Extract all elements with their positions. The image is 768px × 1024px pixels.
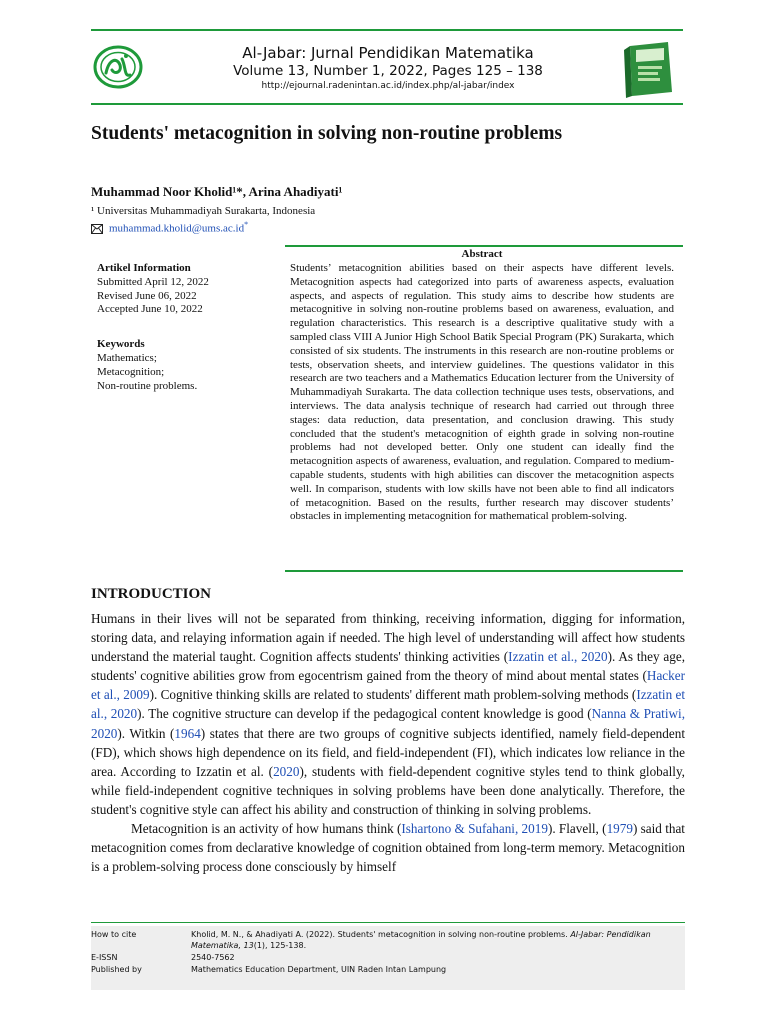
published-by-value: Mathematics Education Department, UIN Raden Intan Lampung <box>191 965 447 974</box>
footer-rule <box>91 922 685 923</box>
journal-cover-image <box>622 40 676 98</box>
text-run: ), students with field-dependent cognitive styles tend to think globally, while field-independent cognitive techniques in solving problems have been done analytically. Therefore, the student's cognitive style can affect his ability and construction of thinking in solving problems. <box>91 763 685 817</box>
article-info <box>97 262 277 393</box>
email-link[interactable]: muhammad.kholid@ums.ac.id <box>109 222 245 235</box>
author-affiliation: ¹ Universitas Muhammadiyah Surakarta, Indonesia <box>91 205 316 217</box>
citation-link[interactable]: Ishartono & Sufahani, 2019 <box>401 821 548 837</box>
keyword-item: Non-routine problems. <box>97 379 198 392</box>
citation-link[interactable]: 1964 <box>174 725 201 741</box>
citation-footer <box>91 926 685 990</box>
text-run: Kholid, M. N., & Ahadiyati A. (2022). Students' metacognition in solving non-routine problems. <box>191 930 571 939</box>
introduction-body <box>91 609 685 876</box>
keyword-item: Mathematics; <box>97 351 157 364</box>
citation-link[interactable]: Hacker et al., 2009 <box>91 668 685 703</box>
eissn-label: E-ISSN <box>91 953 118 962</box>
journal-name: Al-Jabar: Jurnal Pendidikan Matematika <box>242 44 534 62</box>
citation-link[interactable]: 1979 <box>606 821 633 837</box>
citation-link[interactable]: Izzatin et al., 2020 <box>91 687 685 722</box>
header-bottom-rule <box>91 103 683 105</box>
journal-url[interactable]: http://ejournal.radenintan.ac.id/index.php/al-jabar/index <box>261 81 515 91</box>
text-run: ). Witkin ( <box>117 725 175 741</box>
how-to-cite-label: How to cite <box>91 930 137 939</box>
paragraph <box>91 609 685 819</box>
journal-masthead <box>218 44 558 92</box>
text-run: ). The cognitive structure can develop if the pedagogical content knowledge is good ( <box>137 706 592 722</box>
text-run: ). As they age, students' cognitive abilities grow from egocentrism gained from the theory of mind about mental states ( <box>91 649 685 684</box>
text-run: ). Flavell, ( <box>547 821 607 837</box>
journal-logo <box>93 45 143 89</box>
section-heading-introduction: INTRODUCTION <box>91 586 212 602</box>
submitted-date: Submitted April 12, 2022 <box>97 275 209 288</box>
eissn-value: 2540-7562 <box>191 953 235 962</box>
email-asterisk: * <box>244 220 249 229</box>
revised-date: Revised June 06, 2022 <box>97 289 197 302</box>
abstract-text: Students’ metacognition abilities based on their aspects have different levels. Metacognition aspects had categorized into parts of awareness aspects, evaluation aspects, and aspects of regulation. This study aims to describe how students are metacognitive in solving non-routine problems based on awareness, evaluation, and regulation characteristics. This research is a descriptive qualitative study with a sampled class VIII A Junior High School Batik Special Program (PK) Surakarta, which consisted of six students. The instruments in this research are non-routine problems or tests, observation sheets, and interview guidelines. The questions validator in this research are two teachers and a Mathematics Education lecturer from the University of Muhammadiyah Surakarta. The data collection technique uses tests, observations, and interviews. The data analysis technique of research had carried out through three stages: data reduction, data presentation, and conclusion drawing. This study concluded that the student's metacognition of eighth grade in solving non-routine problems had not developed better. Only one student can ideally find the metacognition aspects of awareness, evaluation, and regulation. Compared to medium-capable students, students with high abilities can discover the metacognition aspects well. In comparison, students with low skills have not been able to find all indicators of metacognition. Based on the results, further research may discover students’ obstacles in implementing metacognition for mathematical problem-solving. <box>290 262 674 523</box>
text-run: (1), 125-138. <box>253 941 307 950</box>
abstract-heading: Abstract <box>461 248 503 260</box>
abstract-top-rule <box>285 245 683 247</box>
how-to-cite-text <box>191 929 685 951</box>
text-run: ). Cognitive thinking skills are related to students' different math problem-solving methods ( <box>149 687 637 703</box>
paragraph <box>91 819 685 876</box>
journal-volume: Volume 13, Number 1, 2022, Pages 125 – 138 <box>233 63 543 79</box>
citation-link[interactable]: 2020 <box>273 763 300 779</box>
citation-link[interactable]: Izzatin et al., 2020 <box>508 649 608 665</box>
paper-title: Students' metacognition in solving non-routine problems <box>91 123 563 144</box>
text-run: Humans in their lives will not be separated from thinking, receiving information, digging for information, storing data, and relaying information again if needed. The high level of understanding will affect how students understand the material taught. Cognition affects students' thinking activities ( <box>91 611 685 665</box>
header-top-rule <box>91 29 683 31</box>
citation-link[interactable]: Nanna & Pratiwi, 2020 <box>91 706 685 741</box>
corresponding-email <box>91 220 248 237</box>
text-run: Metacognition is an activity of how humans think ( <box>131 821 402 837</box>
envelope-icon <box>91 224 103 237</box>
text-run: Al-Jabar: Pendidikan Matematika, 13 <box>191 930 651 950</box>
article-info-heading: Artikel Information <box>97 262 191 274</box>
published-by-label: Published by <box>91 965 142 974</box>
text-run: ) said that metacognition comes from declarative knowledge of cognition obtained from long-term memory. Metacognition is a problem-solving process done consciously by himself <box>91 821 685 875</box>
abstract-bottom-rule <box>285 570 683 572</box>
keyword-item: Metacognition; <box>97 365 165 378</box>
accepted-date: Accepted June 10, 2022 <box>97 303 203 316</box>
author-list: Muhammad Noor Kholid¹*, Arina Ahadiyati¹ <box>91 184 343 199</box>
keywords-heading: Keywords <box>97 338 145 351</box>
text-run: ) states that there are two groups of cognitive subjects identified, namely field-dependent (FD), which shows high dependence on its field, and field-independent (FI), which indicates low reliance in the area. According to Izzatin et al. ( <box>91 725 685 779</box>
